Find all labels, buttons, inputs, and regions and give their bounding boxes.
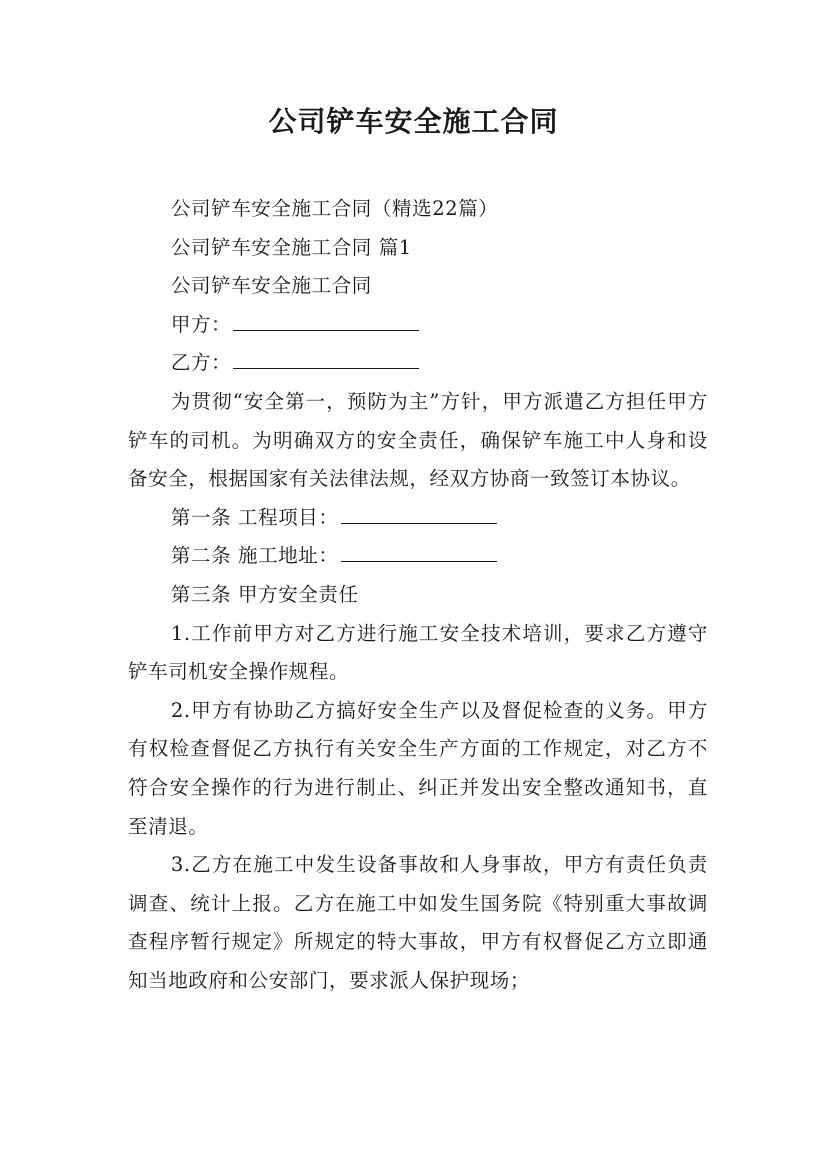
address-blank: [341, 537, 497, 562]
party-a-line: [128, 306, 708, 345]
section-heading: 公司铲车安全施工合同 篇1: [170, 235, 412, 259]
party-a-label: 甲方：: [170, 312, 232, 336]
article-1-line: [128, 499, 708, 538]
party-a-blank: [233, 306, 419, 331]
article-1-label: 第一条 工程项目：: [170, 505, 339, 529]
clause-3: 3.乙方在施工中发生设备事故和人身事故，甲方有责任负责调查、统计上报。乙方在施工中如发生国务院《特别重大事故调查程序暂行规定》所规定的特大事故，甲方有权督促乙方立即通知当地政府和公安部门，要求派人保护现场；: [128, 853, 708, 992]
project-blank: [341, 499, 497, 524]
contract-name-line: 公司铲车安全施工合同: [170, 274, 372, 298]
document-title: 公司铲车安全施工合同: [268, 105, 559, 138]
party-b-blank: [233, 344, 419, 369]
article-2-line: [128, 537, 708, 576]
document-body: [128, 190, 708, 1000]
clause-2: 2.甲方有协助乙方搞好安全生产以及督促检查的义务。甲方有权检查督促乙方执行有关安全生产方面的工作规定，对乙方不符合安全操作的行为进行制止、纠正并发出安全整改通知书，直至清退。: [128, 698, 708, 838]
party-b-line: [128, 344, 708, 383]
subtitle-line: 公司铲车安全施工合同（精选22篇）: [170, 197, 499, 220]
clause-1: 1.工作前甲方对乙方进行施工安全技术培训，要求乙方遵守铲车司机安全操作规程。: [128, 621, 708, 684]
intro-paragraph: 为贯彻“安全第一，预防为主”方针，甲方派遣乙方担任甲方铲车的司机。为明确双方的安全责任，确保铲车施工中人身和设备安全，根据国家有关法律法规，经双方协商一致签订本协议。: [128, 389, 708, 491]
article-2-label: 第二条 施工地址：: [170, 544, 339, 568]
party-b-label: 乙方：: [170, 351, 232, 375]
article-3-heading: 第三条 甲方安全责任: [170, 582, 359, 606]
